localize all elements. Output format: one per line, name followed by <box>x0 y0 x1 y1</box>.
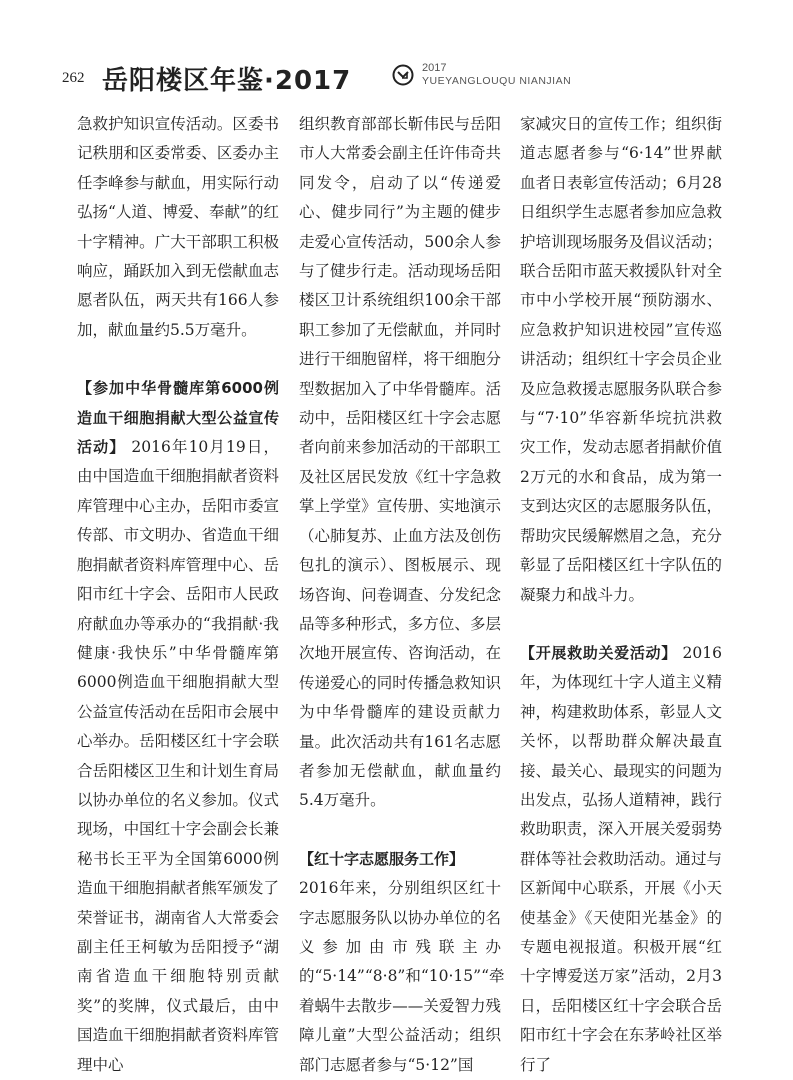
circle-arrow-logo-icon <box>392 64 414 86</box>
text-column-2 <box>299 110 505 1080</box>
section-entry <box>77 374 279 1080</box>
header-pinyin: YUEYANGLOUQU NIANJIAN <box>422 75 572 87</box>
section-entry <box>520 639 722 1080</box>
section-heading: 【开展救助关爱活动】 <box>520 643 677 662</box>
paragraph: 组织教育部部长靳伟民与岳阳市人大常委会副主任许伟奇共同发令，启动了以“传递爱心、健步同行”为主题的健步走爱心宣传活动，500余人参与了健步行走。活动现场岳阳楼区卫计系统组织100余干部职工参加了无偿献血，并同时进行干细胞留样，将干细胞分型数据加入了中华骨髓库。活动中，岳阳楼区红十字会志愿者向前来参加活动的干部职工及社区居民发放《红十字急救掌上学堂》宣传册、实地演示（心肺复苏、止血方法及创伤包扎的演示）、图板展示、现场咨询、问卷调查、分发纪念品等多种形式，多方位、多层次地开展宣传、咨询活动，在传递爱心的同时传播急救知识为中华骨髓库的建设贡献力量。此次活动共有161名志愿者参加无偿献血，献血量约5.4万毫升。 <box>299 115 501 810</box>
header-year: 2017 <box>422 62 447 74</box>
page-header <box>62 60 762 100</box>
paragraph: 急救护知识宣传活动。区委书记秩朋和区委常委、区委办主任李峰参与献血，用实际行动弘扬“人道、博爱、奉献”的红十字精神。广大干部职工积极响应，踊跃加入到无偿献血志愿者队伍，两天共有166人参加，献血量约5.5万毫升。 <box>77 115 279 339</box>
text-column-3 <box>520 110 722 1080</box>
section-heading: 【参加中华骨髓库第6000例造血干细胞捐献大型公益宣传活动】 <box>77 379 279 457</box>
text-column-1 <box>77 110 279 1080</box>
section-entry <box>299 845 501 874</box>
header-subtitle <box>422 62 571 88</box>
paragraph: 2016年来，分别组织区红十字志愿服务队以协办单位的名义参加由市残联主办的“5·14”“8·8”和“10·15”“牵着蜗牛去散步——关爱智力残障儿童”大型公益活动；组织部门志愿者参与“5·12”国 <box>299 879 505 1074</box>
paragraph: 家减灾日的宣传工作；组织街道志愿者参与“6·14”世界献血者日表彰宣传活动；6月28日组织学生志愿者参加应急救护培训现场服务及倡议活动；联合岳阳市蓝天救援队针对全市中小学校开展“预防溺水、应急救护知识进校园”宣传巡讲活动；组织红十字会员企业及应急救援志愿服务队联合参与“7·10”华容新华垸抗洪救灾工作，发动志愿者捐献价值2万元的水和食品，成为第一支到达灾区的志愿服务队伍，帮助灾民缓解燃眉之急，充分彰显了岳阳楼区红十字队伍的凝聚力和战斗力。 <box>520 115 722 604</box>
paragraph: 2016年，为体现红十字人道主义精神，构建救助体系，彰显人文关怀，以帮助群众解决最直接、最关心、最现实的问题为出发点，弘扬人道精神，践行救助职责，深入开展关爱弱势群体等社会救助活动。通过与区新闻中心联系，开展《小天使基金》《天使阳光基金》的专题电视报道。积极开展“红十字博爱送万家”活动，2月3日，岳阳楼区红十字会联合岳阳市红十字会在东茅岭社区举行了 <box>520 643 722 1074</box>
paragraph: 2016年10月19日，由中国造血干细胞捐献者资料库管理中心主办，岳阳市委宣传部、市文明办、省造血干细胞捐献者资料库管理中心、岳阳市红十字会、岳阳市人民政府献血办等承办的“我捐献·我健康·我快乐”中华骨髓库第6000例造血干细胞捐献大型公益宣传活动在岳阳市会展中心举办。岳阳楼区红十字会联合岳阳楼区卫生和计划生育局以协办单位的名义参加。仪式现场，中国红十字会副会长兼秘书长王平为全国第6000例造血干细胞捐献者熊军颁发了荣誉证书，湖南省人大常委会副主任王柯敏为岳阳授予“湖南省造血干细胞特别贡献奖”的奖牌，仪式最后，由中国造血干细胞捐献者资料库管理中心 <box>77 438 279 1074</box>
book-title: 岳阳楼区年鉴·2017 <box>102 66 352 96</box>
page-number: 262 <box>62 70 85 86</box>
section-heading: 【红十字志愿服务工作】 <box>299 849 465 868</box>
